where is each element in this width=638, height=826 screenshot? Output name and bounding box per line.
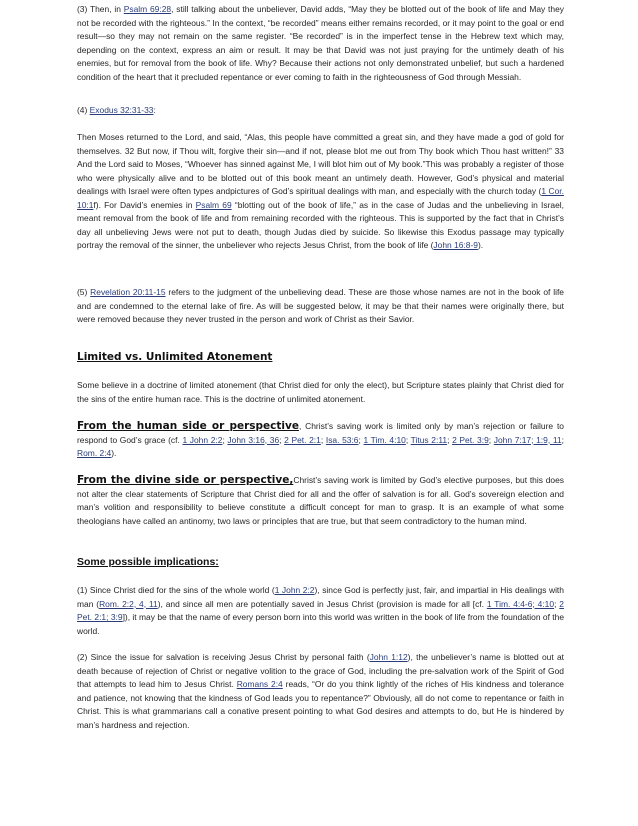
- scripture-link[interactable]: Psalm 69: [195, 199, 232, 210]
- scripture-link[interactable]: 1 Tim. 4:10: [363, 434, 406, 445]
- paragraph-divine-perspective: From the divine side or perspective,Christ’s saving work is limited by God’s elective purposes, but this does not alter the clear statements of Scripture that Christ died for all and the offer of salvation is for all. God’s sovereign election and man’s volition and responsibility to believe constitute a difficult concept for man to grasp. It is an example of what some theologians have called an antinomy, two laws or principles that are true, but that seem contradictory to the human mind.: [77, 474, 565, 526]
- paragraph-exodus-body: Then Moses returned to the Lord, and said, “Alas, this people have committed a great sin, and they have made a god of gold for themselves. 32 But now, if Thou wilt, forgive their sin—and if not, please blot me out from Thy book which Thou hast written!” 33 And the Lord said to Moses, “Whoever has sinned against Me, I will blot him out of My book.”This was probably a register of those who were physically alive and to be blotted out of this book meant an untimely death. However, God’s physical and material dealings with Israel were often types andpictures of God’s spiritual dealings with man, and especially with the church today (1 Cor. 10:1f). For David’s enemies in Psalm 69 “blotting out of the book of life,” as in the case of Judas and the unbelieving in Israel, meant removal from the book of life and from remaining recorded with the righteous. This is supported by the fact that in Christ’s day all unbelieving Jews were not put to death, though Judas died by suicide. So likewise this Exodus passage may typically portray the removal of the sinner, the unbeliever who rejects Jesus Christ, from the book of life (John 16:8-9).: [77, 132, 564, 251]
- scripture-link[interactable]: John 16:8-9: [433, 240, 478, 251]
- paragraph-implication-2: (2) Since the issue for salvation is receiving Jesus Christ by personal faith (John 1:12), the unbeliever’s name is blotted out at death because of rejection of Christ or negative volition to the grace of God, including the pre-salvation work of the Spirit of God that attempts to lead him to Jesus Christ. Romans 2:4 reads, “Or do you think lightly of the riches of His kindness and tolerance and patience, not knowing that the kindness of God leads you to repentance?” Obviously, all do not come to repentance or faith in Christ. This is what grammarians call a conative present pointing to what God desires and attempts to do, but He is hindered by man’s hardness and rejection.: [77, 652, 565, 730]
- paragraph-human-perspective: From the human side or perspective, Christ’s saving work is limited only by man’s rejection or failure to respond to God’s grace (cf. 1 John 2:2; John 3:16, 36; 2 Pet. 2:1; Isa. 53:6; 1 Tim. 4:10; Titus 2:11; 2 Pet. 3:9; John 7:17; 1:9, 11; Rom. 2:4).: [77, 420, 564, 459]
- section-heading-implications: Some possible implications:: [77, 556, 219, 568]
- scripture-link[interactable]: 1 Cor. 10:1: [77, 186, 564, 210]
- scripture-link[interactable]: 1 John 2:2: [182, 434, 223, 445]
- paragraph-implication-1: (1) Since Christ died for the sins of the whole world (1 John 2:2), since God is perfectly just, fair, and impartial in His dealings with man (Rom. 2:2, 4, 11), and since all men are potentially saved in Jesus Christ (provision is made for all [cf. 1 Tim. 4:4-6; 4:10; 2 Pet. 2:1; 3:9]), it may be that the name of every person born into this world was written in the book of life from the foundation of the world.: [77, 585, 565, 636]
- scripture-link[interactable]: Exodus 32:31-33: [89, 105, 154, 115]
- scripture-link[interactable]: 2 Pet. 3:9: [452, 434, 489, 445]
- paragraph-exodus-label: (4) Exodus 32:31-33:: [77, 105, 156, 115]
- scripture-link[interactable]: Rom. 2:2, 4, 11: [99, 598, 158, 609]
- scripture-link[interactable]: Isa. 53:6: [325, 434, 359, 445]
- scripture-link[interactable]: 1 Tim. 4:4-6; 4:10: [486, 598, 555, 609]
- scripture-link[interactable]: John 1:12: [369, 652, 408, 662]
- scripture-link[interactable]: Rom. 2:4: [77, 448, 112, 459]
- scripture-link[interactable]: Titus 2:11: [410, 434, 448, 445]
- inline-heading-human: From the human side or perspective: [77, 420, 299, 432]
- inline-heading-divine: From the divine side or perspective,: [77, 474, 294, 486]
- paragraph-revelation: (5) Revelation 20:11-15 refers to the judgment of the unbelieving dead. These are those whose names are not in the book of life and are condemned to the eternal lake of fire. As will be suggested below, it may be that their names were originally there, but were removed because they never trusted in the person and work of Christ as their Savior.: [77, 287, 565, 325]
- scripture-link[interactable]: Psalm 69:28: [123, 4, 172, 14]
- paragraph-psalm-69: (3) Then, in Psalm 69:28, still talking about the unbeliever, David adds, “May they be blotted out of the book of life and May they not be recorded with the righteous.” In the context, “be recorded” means either remains recorded, or it may point to the goal or end result—so they may not remain on the same register. “Be recorded” is in the imperfect tense in the Hebrew text which may, depending on the context, express an aim or result. It may be that David was not just praying for the untimely death of his enemies, but for removal from the book of life. Why? Because their actions not only demonstrated unbelief, but such a hardened condition of the heart that it precluded repentance or ever coming to faith in the righteousness of God through Messiah.: [77, 4, 565, 82]
- scripture-link[interactable]: 2 Pet. 2:1: [284, 434, 321, 445]
- scripture-link[interactable]: Revelation 20:11-15: [90, 287, 166, 297]
- scripture-link[interactable]: John 7:17; 1:9, 11: [493, 434, 562, 445]
- scripture-link[interactable]: Romans 2:4: [236, 679, 283, 690]
- scripture-link[interactable]: John 3:16, 36: [227, 434, 280, 445]
- scripture-link[interactable]: 2 Pet. 2:1; 3:9: [77, 598, 564, 623]
- paragraph-atonement: Some believe in a doctrine of limited atonement (that Christ died for only the elect), but Scripture states plainly that Christ died for the sins of the entire human race. This is the doctrine of unlimited atonement.: [77, 380, 564, 404]
- scripture-link[interactable]: 1 John 2:2: [274, 585, 315, 595]
- section-heading-atonement: Limited vs. Unlimited Atonement: [77, 351, 273, 363]
